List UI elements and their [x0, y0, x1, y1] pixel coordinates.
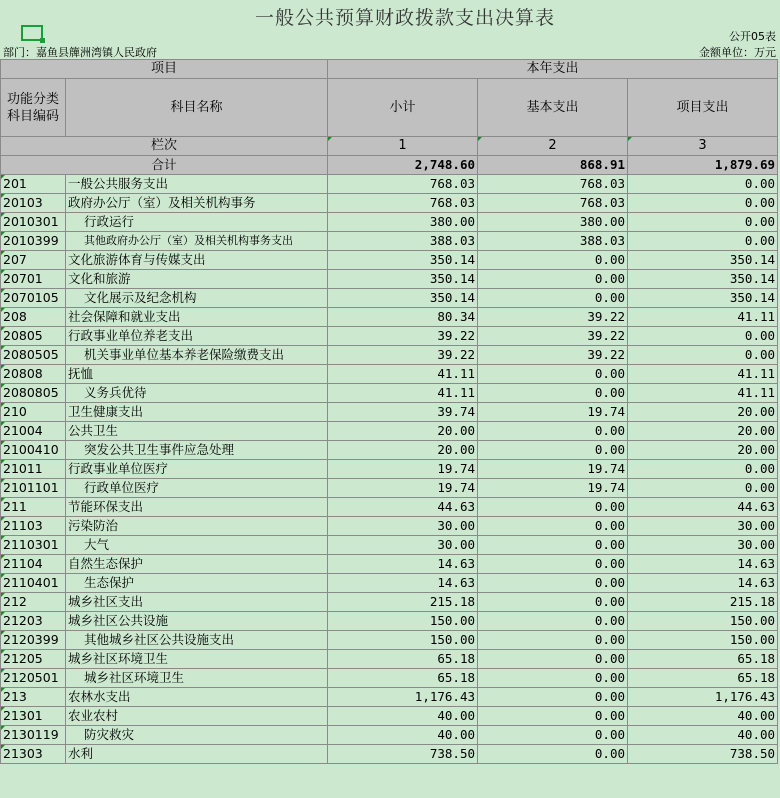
row-subtotal[interactable]: 350.14 [328, 270, 478, 289]
row-code[interactable]: 21203 [1, 612, 66, 631]
table-row [1, 536, 778, 555]
row-subtotal[interactable]: 768.03 [328, 194, 478, 213]
header-row-1 [1, 60, 778, 79]
row-project[interactable]: 40.00 [628, 726, 778, 745]
row-basic[interactable]: 0.00 [478, 612, 628, 631]
row-project[interactable]: 350.14 [628, 289, 778, 308]
row-subtotal[interactable]: 39.22 [328, 327, 478, 346]
table-row [1, 593, 778, 612]
row-basic[interactable]: 0.00 [478, 251, 628, 270]
row-subtotal[interactable]: 20.00 [328, 422, 478, 441]
table-row [1, 251, 778, 270]
row-code[interactable]: 2070105 [1, 289, 66, 308]
header-row-2 [1, 79, 778, 137]
row-project[interactable]: 150.00 [628, 631, 778, 650]
row-basic[interactable]: 39.22 [478, 327, 628, 346]
row-project[interactable]: 14.63 [628, 574, 778, 593]
row-code[interactable]: 213 [1, 688, 66, 707]
department-label: 部门：嘉鱼县簰洲湾镇人民政府 [3, 46, 157, 59]
table-row [1, 631, 778, 650]
row-project[interactable]: 65.18 [628, 650, 778, 669]
row-project[interactable]: 44.63 [628, 498, 778, 517]
report-title: 一般公共预算财政拨款支出决算表 [254, 7, 555, 29]
row-name[interactable]: 生态保护 [66, 574, 328, 593]
header-basic[interactable]: 基本支出 [478, 79, 628, 137]
table-row [1, 574, 778, 593]
column-number-3[interactable]: 3 [628, 137, 778, 156]
row-project[interactable]: 20.00 [628, 441, 778, 460]
row-project[interactable]: 40.00 [628, 707, 778, 726]
row-name[interactable]: 自然生态保护 [66, 555, 328, 574]
table-row [1, 726, 778, 745]
row-project[interactable]: 41.11 [628, 308, 778, 327]
row-code[interactable]: 21104 [1, 555, 66, 574]
table-row [1, 194, 778, 213]
row-name[interactable]: 大气 [66, 536, 328, 555]
row-name[interactable]: 文化旅游体育与传媒支出 [66, 251, 328, 270]
table-row [1, 384, 778, 403]
row-project[interactable]: 215.18 [628, 593, 778, 612]
table-row [1, 270, 778, 289]
row-code[interactable]: 21103 [1, 517, 66, 536]
column-number-1[interactable]: 1 [328, 137, 478, 156]
row-name[interactable]: 文化展示及纪念机构 [66, 289, 328, 308]
total-row [1, 156, 778, 175]
row-name[interactable]: 污染防治 [66, 517, 328, 536]
row-subtotal[interactable]: 19.74 [328, 479, 478, 498]
row-code[interactable]: 211 [1, 498, 66, 517]
row-basic[interactable]: 768.03 [478, 175, 628, 194]
header-item[interactable]: 项目 [1, 60, 328, 79]
row-code[interactable]: 2110301 [1, 536, 66, 555]
header-subject-name[interactable]: 科目名称 [66, 79, 328, 137]
row-code[interactable]: 2130119 [1, 726, 66, 745]
row-basic[interactable]: 0.00 [478, 384, 628, 403]
row-name[interactable]: 城乡社区环境卫生 [66, 650, 328, 669]
row-code[interactable]: 20701 [1, 270, 66, 289]
row-name[interactable]: 行政事业单位养老支出 [66, 327, 328, 346]
row-subtotal[interactable]: 768.03 [328, 175, 478, 194]
row-basic[interactable]: 0.00 [478, 745, 628, 764]
row-code[interactable]: 20808 [1, 365, 66, 384]
row-basic[interactable]: 39.22 [478, 308, 628, 327]
row-project[interactable]: 1,176.43 [628, 688, 778, 707]
row-basic[interactable]: 39.22 [478, 346, 628, 365]
row-subtotal[interactable]: 1,176.43 [328, 688, 478, 707]
row-basic[interactable]: 0.00 [478, 688, 628, 707]
row-basic[interactable]: 388.03 [478, 232, 628, 251]
row-name[interactable]: 防灾救灾 [66, 726, 328, 745]
row-subtotal[interactable]: 41.11 [328, 365, 478, 384]
row-subtotal[interactable]: 20.00 [328, 441, 478, 460]
row-project[interactable]: 0.00 [628, 194, 778, 213]
row-code[interactable]: 21301 [1, 707, 66, 726]
row-project[interactable]: 30.00 [628, 517, 778, 536]
row-name[interactable]: 行政单位医疗 [66, 479, 328, 498]
header-row-columns [1, 137, 778, 156]
row-name[interactable]: 其他政府办公厅（室）及相关机构事务支出 [66, 232, 328, 251]
header-current-year[interactable]: 本年支出 [328, 60, 778, 79]
row-project[interactable]: 0.00 [628, 213, 778, 232]
row-basic[interactable]: 19.74 [478, 403, 628, 422]
total-basic[interactable]: 868.91 [478, 156, 628, 175]
row-subtotal[interactable]: 388.03 [328, 232, 478, 251]
form-number: 公开05表 [729, 30, 776, 43]
row-basic[interactable]: 0.00 [478, 270, 628, 289]
row-code[interactable]: 2110401 [1, 574, 66, 593]
row-subtotal[interactable]: 80.34 [328, 308, 478, 327]
row-code[interactable]: 2080505 [1, 346, 66, 365]
total-project[interactable]: 1,879.69 [628, 156, 778, 175]
row-code[interactable]: 201 [1, 175, 66, 194]
row-code[interactable]: 2010301 [1, 213, 66, 232]
row-code[interactable]: 2120399 [1, 631, 66, 650]
total-subtotal[interactable]: 2,748.60 [328, 156, 478, 175]
row-subtotal[interactable]: 65.18 [328, 669, 478, 688]
row-name[interactable]: 突发公共卫生事件应急处理 [66, 441, 328, 460]
row-project[interactable]: 30.00 [628, 536, 778, 555]
row-basic[interactable]: 0.00 [478, 726, 628, 745]
table-row [1, 745, 778, 764]
row-name[interactable]: 城乡社区公共设施 [66, 612, 328, 631]
header-project[interactable]: 项目支出 [628, 79, 778, 137]
row-name[interactable]: 行政运行 [66, 213, 328, 232]
table-row [1, 213, 778, 232]
row-basic[interactable]: 0.00 [478, 536, 628, 555]
row-code[interactable]: 2100410 [1, 441, 66, 460]
row-project[interactable]: 0.00 [628, 460, 778, 479]
row-name[interactable]: 义务兵优待 [66, 384, 328, 403]
row-project[interactable]: 350.14 [628, 251, 778, 270]
table-row [1, 650, 778, 669]
total-label[interactable]: 合计 [1, 156, 328, 175]
table-row [1, 688, 778, 707]
row-basic[interactable]: 0.00 [478, 650, 628, 669]
row-basic[interactable]: 0.00 [478, 289, 628, 308]
row-subtotal[interactable]: 41.11 [328, 384, 478, 403]
row-name[interactable]: 抚恤 [66, 365, 328, 384]
row-subtotal[interactable]: 350.14 [328, 251, 478, 270]
row-name[interactable]: 行政事业单位医疗 [66, 460, 328, 479]
table-row [1, 612, 778, 631]
row-subtotal[interactable]: 39.22 [328, 346, 478, 365]
row-project[interactable]: 20.00 [628, 403, 778, 422]
unit-label: 金额单位：万元 [699, 46, 776, 59]
row-name[interactable]: 机关事业单位基本养老保险缴费支出 [66, 346, 328, 365]
row-subtotal[interactable]: 19.74 [328, 460, 478, 479]
row-basic[interactable]: 0.00 [478, 517, 628, 536]
table-row [1, 555, 778, 574]
row-name[interactable]: 文化和旅游 [66, 270, 328, 289]
row-project[interactable]: 150.00 [628, 612, 778, 631]
row-name[interactable]: 社会保障和就业支出 [66, 308, 328, 327]
row-code[interactable]: 208 [1, 308, 66, 327]
row-basic[interactable]: 0.00 [478, 498, 628, 517]
row-name[interactable]: 城乡社区支出 [66, 593, 328, 612]
table-row [1, 517, 778, 536]
table-row [1, 365, 778, 384]
row-basic[interactable]: 0.00 [478, 574, 628, 593]
table-row [1, 498, 778, 517]
row-code[interactable]: 2080805 [1, 384, 66, 403]
header-subtotal[interactable]: 小计 [328, 79, 478, 137]
row-subtotal[interactable]: 30.00 [328, 517, 478, 536]
row-code[interactable]: 2010399 [1, 232, 66, 251]
table-row [1, 479, 778, 498]
row-project[interactable]: 14.63 [628, 555, 778, 574]
table-row [1, 289, 778, 308]
row-subtotal[interactable]: 738.50 [328, 745, 478, 764]
row-basic[interactable]: 0.00 [478, 631, 628, 650]
row-code[interactable]: 2101101 [1, 479, 66, 498]
table-row [1, 346, 778, 365]
row-name[interactable]: 农业农村 [66, 707, 328, 726]
expenditure-table [0, 59, 778, 764]
table-row [1, 669, 778, 688]
row-basic[interactable]: 0.00 [478, 441, 628, 460]
header-func-code[interactable]: 功能分类科目编码 [1, 79, 66, 137]
table-row [1, 232, 778, 251]
row-basic[interactable]: 0.00 [478, 365, 628, 384]
row-subtotal[interactable]: 40.00 [328, 726, 478, 745]
row-code[interactable]: 207 [1, 251, 66, 270]
table-row [1, 460, 778, 479]
row-code[interactable]: 20103 [1, 194, 66, 213]
row-basic[interactable]: 0.00 [478, 555, 628, 574]
row-subtotal[interactable]: 44.63 [328, 498, 478, 517]
row-code[interactable]: 212 [1, 593, 66, 612]
row-project[interactable]: 0.00 [628, 232, 778, 251]
row-code[interactable]: 21011 [1, 460, 66, 479]
row-basic[interactable]: 768.03 [478, 194, 628, 213]
table-row [1, 308, 778, 327]
row-project[interactable]: 0.00 [628, 175, 778, 194]
row-name[interactable]: 节能环保支出 [66, 498, 328, 517]
column-number-2[interactable]: 2 [478, 137, 628, 156]
row-project[interactable]: 65.18 [628, 669, 778, 688]
row-basic[interactable]: 0.00 [478, 593, 628, 612]
row-basic[interactable]: 0.00 [478, 707, 628, 726]
table-row [1, 441, 778, 460]
row-code[interactable]: 210 [1, 403, 66, 422]
row-subtotal[interactable]: 30.00 [328, 536, 478, 555]
row-name[interactable]: 一般公共服务支出 [66, 175, 328, 194]
row-subtotal[interactable]: 40.00 [328, 707, 478, 726]
row-subtotal[interactable]: 39.74 [328, 403, 478, 422]
row-basic[interactable]: 0.00 [478, 669, 628, 688]
row-subtotal[interactable]: 350.14 [328, 289, 478, 308]
row-name[interactable]: 其他城乡社区公共设施支出 [66, 631, 328, 650]
row-project[interactable]: 0.00 [628, 479, 778, 498]
row-code[interactable]: 21303 [1, 745, 66, 764]
table-row [1, 422, 778, 441]
row-code[interactable]: 21004 [1, 422, 66, 441]
row-subtotal[interactable]: 65.18 [328, 650, 478, 669]
row-project[interactable]: 350.14 [628, 270, 778, 289]
row-project[interactable]: 0.00 [628, 327, 778, 346]
row-basic[interactable]: 19.74 [478, 460, 628, 479]
row-basic[interactable]: 0.00 [478, 422, 628, 441]
row-project[interactable]: 0.00 [628, 346, 778, 365]
row-basic[interactable]: 380.00 [478, 213, 628, 232]
row-name[interactable]: 城乡社区环境卫生 [66, 669, 328, 688]
row-name[interactable]: 公共卫生 [66, 422, 328, 441]
row-code[interactable]: 21205 [1, 650, 66, 669]
table-row [1, 707, 778, 726]
row-subtotal[interactable]: 14.63 [328, 555, 478, 574]
row-code[interactable]: 2120501 [1, 669, 66, 688]
row-subtotal[interactable]: 150.00 [328, 612, 478, 631]
row-project[interactable]: 20.00 [628, 422, 778, 441]
column-label[interactable]: 栏次 [1, 137, 328, 156]
row-subtotal[interactable]: 380.00 [328, 213, 478, 232]
row-subtotal[interactable]: 14.63 [328, 574, 478, 593]
table-row [1, 403, 778, 422]
row-name[interactable]: 农林水支出 [66, 688, 328, 707]
row-subtotal[interactable]: 215.18 [328, 593, 478, 612]
row-project[interactable]: 41.11 [628, 365, 778, 384]
table-row [1, 327, 778, 346]
row-name[interactable]: 政府办公厅（室）及相关机构事务 [66, 194, 328, 213]
row-project[interactable]: 738.50 [628, 745, 778, 764]
row-name[interactable]: 卫生健康支出 [66, 403, 328, 422]
row-code[interactable]: 20805 [1, 327, 66, 346]
row-name[interactable]: 水利 [66, 745, 328, 764]
row-project[interactable]: 41.11 [628, 384, 778, 403]
table-row [1, 175, 778, 194]
row-basic[interactable]: 19.74 [478, 479, 628, 498]
row-subtotal[interactable]: 150.00 [328, 631, 478, 650]
